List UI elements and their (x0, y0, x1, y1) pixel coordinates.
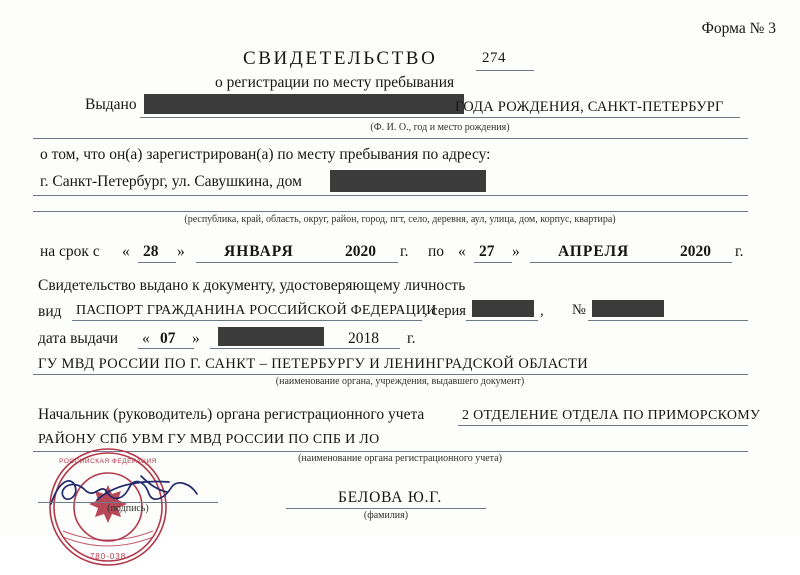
chief-underline-1 (458, 425, 748, 426)
identity-date-g: г. (407, 330, 416, 347)
surname-underline (286, 508, 486, 509)
identity-num-underline (588, 320, 748, 321)
caption-signature: (подпись) (107, 503, 149, 514)
identity-date-day-underline (138, 348, 194, 349)
term-po: по (428, 243, 445, 260)
address-underline-2 (33, 211, 748, 212)
identity-date-quote-close: » (192, 330, 200, 347)
svg-text:780-038: 780-038 (89, 552, 127, 561)
term-month-year-from-underline (196, 262, 398, 263)
term-day-from: 28 (143, 243, 159, 260)
page-title: СВИДЕТЕЛЬСТВО (243, 48, 438, 69)
caption-organ: (наименование органа, учреждения, выдавшего документ) (275, 376, 525, 387)
chief-label: Начальник (руководитель) органа регистрационного учета (38, 406, 425, 423)
redaction-num (592, 300, 664, 317)
term-day-to: 27 (479, 243, 495, 260)
certificate-number-underline (476, 70, 534, 71)
identity-date-day: 07 (160, 330, 176, 347)
identity-num-label: № (572, 302, 586, 318)
fio-second-line (33, 138, 748, 139)
term-quote-close-1: » (177, 243, 185, 260)
term-quote-open-2: « (458, 243, 466, 260)
caption-address: (республика, край, область, округ, район, город, пгт, село, деревня, аул, улица, дом, корпус, квартира) (184, 214, 616, 225)
address-text: г. Санкт-Петербург, ул. Савушкина, дом (40, 173, 302, 190)
term-year-from: 2020 (345, 243, 376, 260)
identity-vid-underline (72, 320, 422, 321)
term-g-from: г. (400, 243, 409, 260)
term-day-to-underline (474, 262, 512, 263)
page-subtitle: о регистрации по месту пребывания (215, 74, 455, 91)
chief-value-line2: РАЙОНУ СПб УВМ ГУ МВД РОССИИ ПО СПБ И ЛО (38, 432, 380, 447)
term-prefix: на срок с (40, 243, 100, 260)
issued-tail-text: ГОДА РОЖДЕНИЯ, САНКТ-ПЕТЕРБУРГ (455, 99, 724, 115)
term-month-to: АПРЕЛЯ (558, 243, 630, 260)
form-number: Форма № 3 (701, 20, 776, 37)
identity-date-rest-underline (210, 348, 400, 349)
identity-comma: , (540, 303, 544, 319)
issued-underline (140, 117, 740, 118)
term-g-to: г. (735, 243, 744, 260)
identity-seria-underline (466, 320, 538, 321)
issued-label: Выдано (85, 96, 137, 113)
term-year-to: 2020 (680, 243, 711, 260)
identity-organ: ГУ МВД РОССИИ ПО Г. САНКТ – ПЕТЕРБУРГУ И ЛЕНИНГРАДСКОЙ ОБЛАСТИ (38, 356, 589, 372)
term-quote-open-1: « (122, 243, 130, 260)
term-day-from-underline (138, 262, 176, 263)
term-quote-close-2: » (512, 243, 520, 260)
redaction-address (330, 170, 486, 192)
caption-fio: (Ф. И. О., год и место рождения) (370, 122, 510, 133)
identity-date-year: 2018 (348, 330, 379, 347)
chief-value-line1: 2 ОТДЕЛЕНИЕ ОТДЕЛА ПО ПРИМОРСКОМУ (462, 408, 761, 423)
identity-vid-value: ПАСПОРТ ГРАЖДАНИНА РОССИЙСКОЙ ФЕДЕРАЦИИ (76, 303, 437, 318)
identity-vid-label: вид (38, 303, 62, 320)
identity-date-quote-open: « (142, 330, 150, 347)
identity-seria-label: , серия (424, 303, 466, 319)
identity-date-label: дата выдачи (38, 330, 119, 347)
identity-intro: Свидетельство выдано к документу, удостоверяющему личность (38, 277, 466, 294)
redaction-name (144, 94, 464, 114)
address-underline-1 (33, 195, 748, 196)
svg-text:РОССИЙСКАЯ ФЕДЕРАЦИЯ: РОССИЙСКАЯ ФЕДЕРАЦИЯ (59, 458, 157, 465)
term-month-year-to-underline (530, 262, 732, 263)
redaction-date-month (218, 327, 324, 346)
term-month-from: ЯНВАРЯ (224, 243, 294, 260)
registration-statement: о том, что он(а) зарегистрирован(а) по месту пребывания по адресу: (40, 146, 491, 163)
identity-organ-underline (33, 374, 748, 375)
signer-surname: БЕЛОВА Ю.Г. (338, 489, 442, 506)
caption-surname: (фамилия) (363, 510, 409, 521)
redaction-seria (472, 300, 534, 317)
certificate-number: 274 (482, 50, 506, 66)
caption-chief: (наименование органа регистрационного учета) (298, 453, 502, 464)
